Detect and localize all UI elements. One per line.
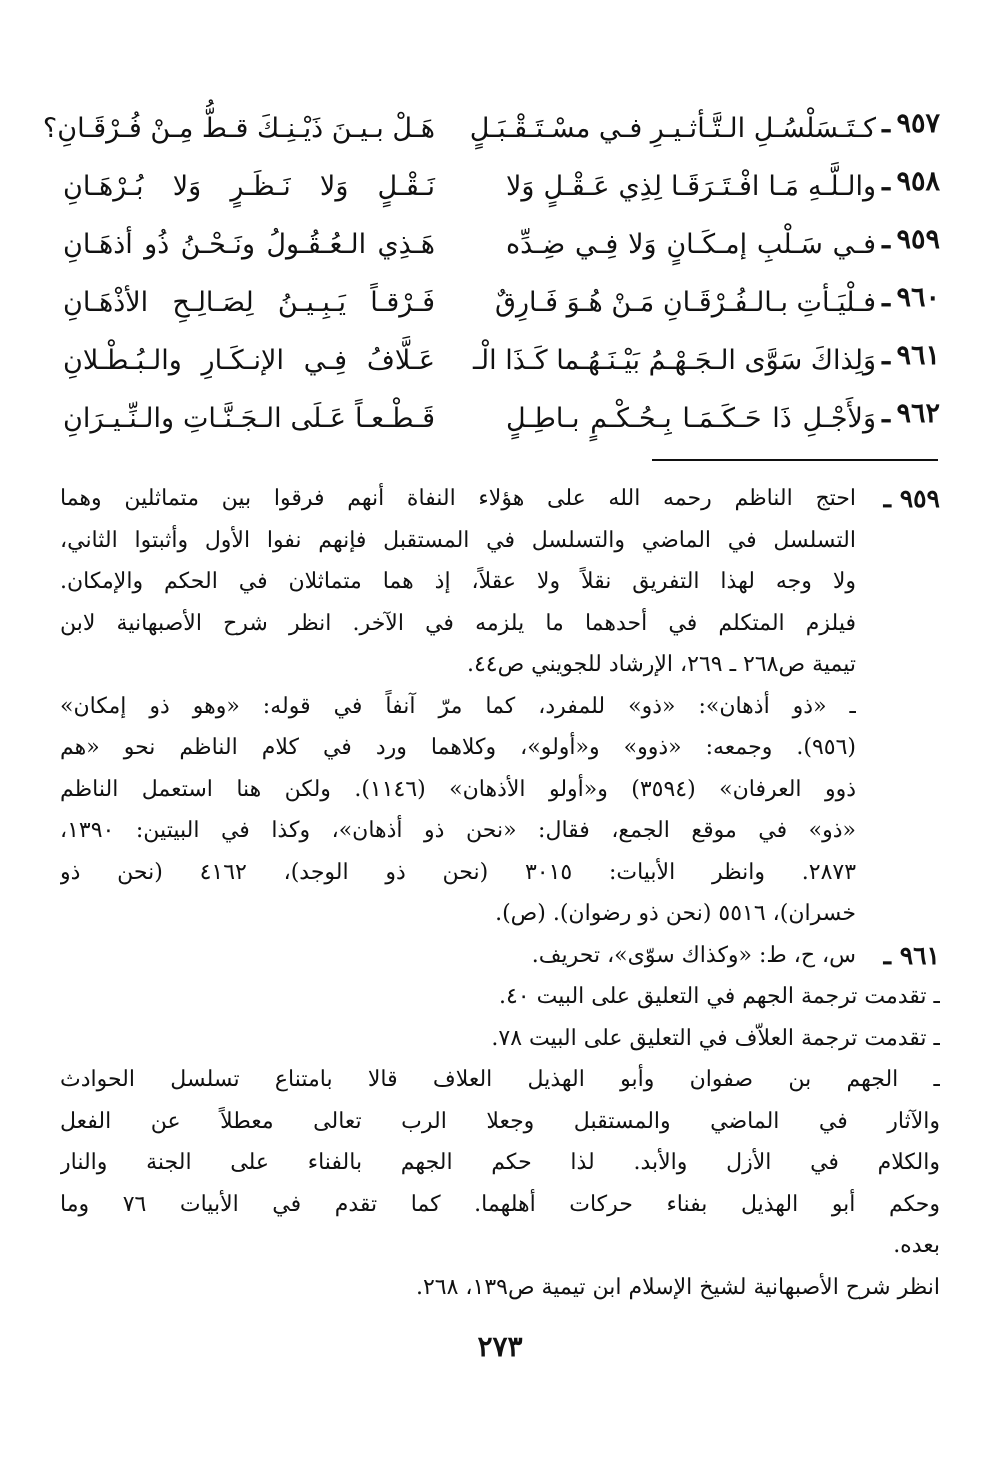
footnote-line: ولا وجه لهذا التفريق نقلاً ولا عقلاً، إذ هما متماثلان في الحكم والإمكان.: [60, 569, 856, 594]
verse-row: [60, 338, 940, 396]
verse-dash: ـ: [882, 224, 890, 255]
footnote-line: فيلزم المتكلم في أحدهما ما يلزمه في الآخر. انظر شرح الأصبهانية لابن: [60, 610, 856, 636]
footnote-959: [60, 478, 940, 935]
verse-dash: ـ: [882, 398, 890, 429]
verse-second-hemistich: هَـذِي الـعُـقُـولُ ونَـحْـنُ ذُو أذهَـانِ: [63, 229, 435, 260]
footnote-961: [60, 935, 940, 1309]
verse-row: [60, 222, 940, 280]
footnote-line: ـ «ذو أذهان»: «ذو» للمفرد، كما مرّ آنفاً في قوله: «وهو ذو إمكان»: [60, 693, 856, 719]
verse-dash: ـ: [882, 108, 890, 139]
footnote-line: تيمية ص٢٦٨ ـ ٢٦٩، الإرشاد للجويني ص٤٤.: [466, 652, 856, 677]
footnote-line: وحكم أبو الهذيل بفناء حركات أهلهما. كما تقدم في الأبيات ٧٦ وما: [60, 1191, 940, 1217]
verse-number: ٩٦٠: [896, 282, 940, 313]
footnote-line: ذوو العرفان» (٣٥٩٤) و«أولو الأذهان» (١١٤٦). ولكن هنا استعمل الناظم: [60, 776, 856, 802]
footnote-line: انظر شرح الأصبهانية لشيخ الإسلام ابن تيمية ص١٣٩، ٢٦٨.: [415, 1274, 940, 1300]
verse-dash: ـ: [882, 166, 890, 197]
verse-number: ٩٦١: [896, 340, 940, 371]
verse-number: ٩٥٩: [896, 224, 940, 255]
verse-row: [60, 280, 940, 338]
footnote-line: س، ح، ط: «وكذاك سوّى»، تحريف.: [531, 942, 856, 968]
verses-section: [42, 106, 940, 454]
verse-first-hemistich: وَلأَجْـلِ ذَا حَـكَـمَـا بِـحُـكْـمٍ بـاطِـلٍ: [506, 403, 876, 434]
page-number: ٢٧٣: [477, 1330, 523, 1363]
verse-second-hemistich: نَـقْـلٍ وَلا نَـظَـرٍ وَلا بُـرْهَـانِ: [63, 171, 435, 202]
footnote-line: التسلسل في الماضي والتسلسل في المستقبل فإنهم نفوا الأول وأثبتوا الثاني،: [60, 527, 856, 553]
verse-second-hemistich: هَـلْ بـيـنَ ذَيْـنِـكَ قـطُّ مِـنْ فُـرْقَـانِ؟: [42, 113, 435, 144]
footnote-line: (٩٥٦). وجمعه: «ذوو» و«أولو»، وكلاهما ورد في كلام الناظم نحو «هم: [60, 735, 856, 760]
footnote-line: والكلام في الأزل والأبد. لذا حكم الجهم بالفناء على الجنة والنار: [60, 1150, 940, 1175]
verse-second-hemistich: فَـرْقـاً يَـبِـيـنُ لِصَـالِـحِ الأذْهَـانِ: [63, 287, 435, 318]
footnote-line: ـ الجهم بن صفوان وأبو الهذيل العلاف قالا بامتناع تسلسل الحوادث: [60, 1067, 940, 1092]
verse-second-hemistich: قَـطْـعـاً عَـلَى الـجَـنَّـاتِ والـنِّـيـرَانِ: [63, 403, 435, 434]
footnote-line: والآثار في الماضي والمستقبل وجعلا الرب تعالى معطلاً عن الفعل: [60, 1108, 940, 1134]
verse-first-hemistich: والـلَّـهِ مَـا افْـتَـرَقَـا لِذِي عَـقْـلٍ وَلا: [506, 171, 876, 202]
footnote-number: ٩٥٩ ـ: [883, 484, 940, 513]
verse-first-hemistich: فـلْيَـأتِ بـالـفُـرْقَـانِ مَـنْ هُـوَ فَـارِقٌ: [495, 287, 876, 318]
verse-first-hemistich: كـتَـسَلْسُـلِ الـتَّـأثـيـرِ فـي مسْـتَـقْـبَـلٍ: [469, 113, 876, 144]
footnote-number: ٩٦١ ـ: [883, 940, 940, 970]
verse-dash: ـ: [882, 282, 890, 313]
verse-first-hemistich: فـي سَـلْبِ إمـكَـانٍ وَلا فِـي ضِـدِّه: [506, 229, 876, 260]
verse-row: [42, 106, 940, 164]
footnote-line: بعده.: [893, 1233, 940, 1258]
footnote-line: خسران)، ٥٥١٦ (نحن ذو رضوان). (ص).: [495, 901, 856, 926]
verse-number: ٩٥٧: [896, 108, 940, 139]
verse-number: ٩٥٨: [896, 166, 940, 197]
verse-row: [60, 164, 940, 222]
verse-second-hemistich: عَـلَّافُ فِـي الإنـكَـارِ والـبُـطْـلانِ: [63, 345, 435, 376]
verse-number: ٩٦٢: [896, 398, 940, 429]
footnote-separator: [652, 459, 938, 461]
verse-first-hemistich: وَلِذاكَ سَوَّى الـجَـهْـمُ بَيْـنَـهُـما كَـذَا الْـ: [472, 345, 876, 376]
verse-row: [60, 396, 940, 454]
verse-dash: ـ: [882, 340, 890, 371]
footnote-line: احتج الناظم رحمه الله على هؤلاء النفاة أنهم فرقوا بين متماثلين وهما: [60, 486, 856, 511]
footnotes-section: [60, 478, 940, 1308]
footnote-line: ـ تقدمت ترجمة الجهم في التعليق على البيت ٤٠.: [498, 984, 940, 1009]
footnote-line: ـ تقدمت ترجمة العلاّف في التعليق على البيت ٧٨.: [491, 1025, 940, 1051]
footnote-line: ٢٨٧٣. وانظر الأبيات: ٣٠١٥ (نحن ذو الوجد)، ٤١٦٢ (نحن ذو: [60, 859, 856, 885]
footnote-line: «ذو» في موقع الجمع، فقال: «نحن ذو أذهان»، وكذا في البيتين: ١٣٩٠،: [60, 818, 856, 843]
